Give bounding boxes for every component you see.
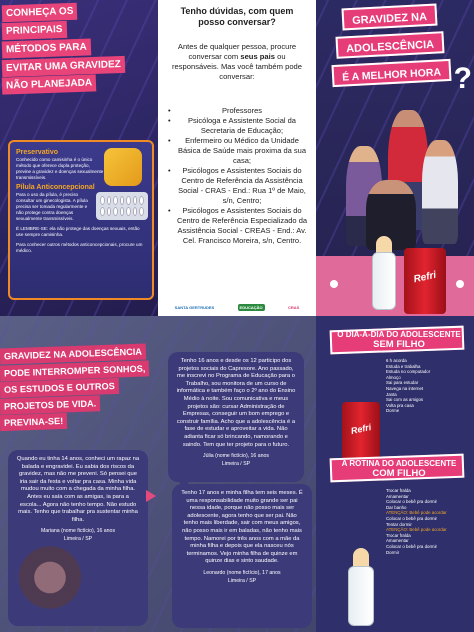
schedule-item: Colocar o bebê pra dormir: [386, 543, 438, 549]
schedule-with-child: [386, 488, 470, 555]
schedule-item: Navega na internet: [386, 385, 424, 391]
testimony-bubble-leonardo: [172, 484, 312, 628]
testimony-place: Limeira / SP: [63, 535, 93, 542]
panel-title: Tenho dúvidas, com quem posso conversar?: [180, 6, 294, 27]
callout-line: PROJETOS DE VIDA.: [0, 395, 100, 414]
sponsor-logos: [162, 300, 312, 314]
dot-icon: [330, 280, 338, 288]
callout-line: EVITAR UMA GRAVIDEZ: [2, 56, 125, 77]
testimony-bubble-julia: [168, 352, 304, 482]
intro-part-b: ou responsáveis. Mas você também pode conversar:: [171, 52, 302, 81]
callout-line: PRINCIPAIS: [2, 21, 67, 40]
schedule-item: Janta: [386, 391, 397, 397]
testimony-signature: Júlia (nome fictício), 16 anos: [202, 453, 270, 460]
schedule-item: Trocar fralda: [386, 488, 411, 493]
callout-line: GRAVIDEZ NA ADOLESCÊNCIA: [0, 343, 146, 364]
list-item: • Psicólogos e Assistentes Sociais do Centro de Referência da Assistência Social - CRAS - End.: Rua 1º de Maio, s/n, Centro;: [166, 166, 308, 206]
dot-icon: [456, 280, 464, 288]
with-child-header: [334, 459, 464, 479]
girl-photo: [0, 546, 100, 632]
testimony-signature: Leonardo (nome fictício), 17 anos: [203, 569, 281, 576]
header-small: O DIA-A-DIA DO ADOLESCENTE: [337, 330, 461, 339]
schedule-item: Estuda no computador: [386, 369, 431, 375]
without-child-header: [334, 330, 464, 350]
cover-banner-1: GRAVIDEZ NA: [341, 4, 437, 31]
callout-line: PODE INTERROMPER SONHOS,: [0, 360, 150, 381]
callout-line: PREVINA-SE!: [0, 413, 67, 431]
testimony-place: Limeira / SP: [227, 577, 257, 584]
pilula-text: Para o uso da pílula, é preciso consultar um ginecologista. A pílula precisa ser tomada regularmente e não protege contra doenças sexualmente transmissíveis.: [16, 192, 88, 221]
methods-info-card: [8, 140, 154, 300]
pilula-title: Pílula Anticoncepcional: [16, 184, 95, 191]
testimony-text: Tenho 16 anos e desde os 12 participo dos projetos sociais do Capresore. Ano passado, me inscrevi no Programa de Educação para o Trabalho, sou monitora de um curso de informática e também faço o 2º ano do Ensino Médio à noite. Sou comunicativa e meus projetos são: cursar Administração de Empresas, conseguir um bom emprego e construir família. Acho que a adolescência é a fase de estudar e aproveitar a vida. Não adianta ficar só brincando, namorando e saindo. Tem que ter projeto para o futuro.: [176, 358, 296, 448]
cover-panel: [316, 0, 474, 316]
preservativo-title: Preservativo: [16, 149, 59, 156]
schedule-item: Dar banho: [386, 504, 407, 510]
prevention-callout: [0, 346, 156, 431]
intro-bold: seus pais: [240, 52, 275, 61]
inside-spread: [0, 316, 474, 632]
schedule-item: Colocar o bebê pra dormir: [386, 499, 438, 505]
schedule-item: 6 h acorda: [386, 358, 407, 363]
lembrese-text: É LEMBRE-SE: ela não protege das doenças sexuais, então use sempre camisinha.: [16, 226, 140, 237]
question-mark: ?: [453, 62, 472, 95]
logo-educacao: EDUCAÇÃO: [239, 304, 263, 310]
baby-bottle-nipple: [353, 548, 369, 568]
contraceptive-methods-panel: [0, 0, 158, 316]
teens-photo: [326, 100, 466, 260]
testimony-place: Limeira / SP: [221, 460, 251, 467]
cover-banner-2: ADOLESCÊNCIA: [335, 31, 444, 59]
logo-cras: CRAS: [287, 304, 300, 310]
intro-text: [166, 42, 308, 82]
schedule-item: Dorme: [386, 408, 400, 414]
soda-brand-label: Refri: [412, 269, 438, 286]
baby-bottle-image: [372, 252, 396, 310]
schedule-item: ATENÇÃO: Bebê pode acordar: [386, 527, 447, 533]
list-item: • Professores: [166, 106, 308, 116]
schedule-item: Volta pra casa: [386, 402, 414, 408]
schedule-item: Amamentar: [386, 538, 409, 544]
routine-panel: [316, 316, 474, 632]
testimony-text: Quando eu tinha 14 anos, conheci um rapaz na balada e engravidei. Eu sabia dos riscos da gravidez, mas não me preveni. Só pensei que iria sair da festa e voltar pra casa. Minha vida mudou muito com a chegada da minha filha. Antes eu saía com as amigas, ia para a escola... Agora não tenho tempo. Não estudo mais. Tenho que trabalhar pra sustentar minha filha.: [16, 456, 140, 523]
header-small: A ROTINA DO ADOLESCENTE: [341, 459, 457, 468]
header-big: COM FILHO: [372, 468, 426, 479]
condom-image: [104, 148, 142, 186]
cover-banner-3: É A MELHOR HORA: [332, 59, 452, 87]
schedule-item: Dormir: [386, 549, 400, 555]
schedule-item: ATENÇÃO: Bebê pode acordar: [386, 510, 447, 516]
who-to-talk-panel: [158, 0, 316, 316]
schedule-item: Estuda e trabalha: [386, 363, 421, 369]
schedule-item: Trocar fralda: [386, 532, 411, 538]
callout-line: NÃO PLANEJADA: [2, 74, 97, 94]
preservativo-text: Conhecido como camisinha é o único método que oferece dupla proteção, previne a gravidez e doenças sexualmente transmissíveis.: [16, 157, 104, 180]
list-item: • Psicóloga e Assistente Social da Secretaria de Educação;: [166, 116, 308, 136]
testimony-text: Tenho 17 anos e minha filha tem seis meses. É uma responsabilidade muito grande ser pai nessa idade, porque não posso mais ser adolescente, agora tenho que ser pai. Não tenho mais liberdade, sair com meus amigos, não posso mais ir em baladas, não tenho mais tempo. Namorei por três anos com a mãe da minha filha e depois que ela nasceu nós terminamos. Vejo minha filha de quinze em quinze dias e sinto saudade.: [181, 490, 303, 565]
list-item: • Enfermeiro ou Médico da Unidade Básica de Saúde mais proxima da sua casa;: [166, 136, 308, 166]
contact-list: [166, 106, 308, 246]
schedule-item: Tentar dormir: [386, 521, 412, 527]
callout-line: OS ESTUDOS E OUTROS: [0, 378, 119, 398]
schedule-item: Amamentar: [386, 493, 409, 499]
soda-brand-label: Refri: [349, 421, 373, 437]
list-item: • Psicólogos e Assistentes Sociais do Centro de Referência Especializado da Assistência Social - CREAS - End.: Av. Cel. Francisco Moreira, s/n, Centro.: [166, 206, 308, 246]
intro-part-a: Antes de qualquer pessoa, procure conversar com: [177, 42, 297, 61]
testimony-signature: Mariana (nome fictício), 16 anos: [40, 528, 116, 535]
callout-line: MÉTODOS PARA: [2, 38, 91, 58]
callout-line: CONHEÇA OS: [2, 3, 78, 23]
methods-callout: [2, 4, 134, 94]
schedule-item: Sai com as amigos: [386, 397, 424, 403]
baby-bottle-image: [348, 566, 374, 626]
logo-santa-gertrudes: SANTA GERTRUDES: [174, 304, 215, 310]
schedule-without-child: [386, 358, 470, 414]
schedule-item: Sai para estudar: [386, 380, 419, 386]
outros-text: Para conhecer outros métodos anticoncepcionais, procure um médico.: [16, 242, 143, 253]
schedule-item: Colocar o bebê pra dormir: [386, 515, 438, 521]
schedule-item: Almoço: [386, 374, 401, 380]
header-big: SEM FILHO: [373, 339, 425, 350]
pill-pack-image: [96, 192, 148, 220]
